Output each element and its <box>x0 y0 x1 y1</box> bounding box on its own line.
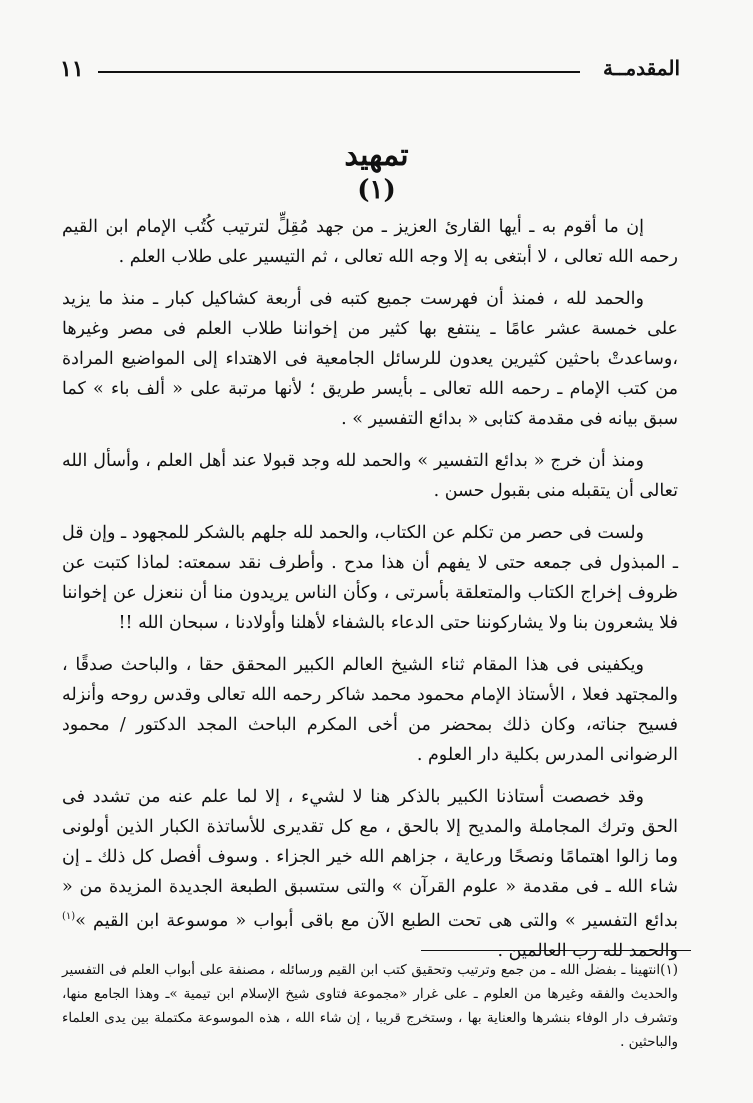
running-title: المقدمــة <box>603 56 680 80</box>
section-number: (١) <box>357 175 396 205</box>
header-rule <box>98 71 580 73</box>
section-title: تمهيد <box>344 138 409 173</box>
paragraph-2: والحمد لله ، فمنذ أن فهرست جميع كتبه فى أربعة كشاكيل كبار ـ منذ ما يزيد على خمسة عشر عامًا ـ ينتفع بها كثير من إخواننا طلاب العلم فى مصر وغيرها ،وساعدتْ باحثين كثيرين يعدون للرسائل الجامعية فى الاهتداء إلى المواضيع المرادة من كتب الإمام ـ رحمه الله تعالى ـ بأيسر طريق ؛ لأنها مرتبة على « ألف باء » كما سبق بيانه فى مقدمة كتابى « بدائع التفسير » . <box>62 289 678 429</box>
body-text <box>62 212 678 978</box>
footnotes <box>62 958 678 1054</box>
paragraph-6-text: وقد خصصت أستاذنا الكبير بالذكر هنا لا لشيء ، إلا لما علم عنه من تشدد فى الحق وترك المجاملة والمديح إلا بالحق ، مع كل تقديرى للأساتذة الكبار الذين أولونى وما زالوا اهتمامًا ونصحًا ورعاية ، جزاهم الله خير الجزاء . وسوف أفصل كل ذلك ـ إن شاء الله ـ فى مقدمة « علوم القرآن » والتى ستسبق الطبعة الجديدة المزيدة من « بدائع التفسير » والتى هى تحت الطبع الآن مع باقى أبواب « موسوعة ابن القيم » <box>62 787 678 931</box>
paragraph-5: ويكفينى فى هذا المقام ثناء الشيخ العالم الكبير المحقق حقا ، والباحث صدقًا ، والمجتهد فعلا ، الأستاذ الإمام محمود محمد شاكر رحمه الله تعالى وقدس روحه وأنزله فسيح جناته، وكان ذلك بمحضر من أخى المكرم الباحث المجد الدكتور / محمود الرضوانى المدرس بكلية دار العلوم . <box>62 655 678 765</box>
paragraph-1: إن ما أقوم به ـ أيها القارئ العزيز ـ من جهد مُقِلٍّ لترتيب كُتُب الإمام ابن القيم رحمه الله تعالى ، لا أبتغى به إلا وجه الله تعالى ، ثم التيسير على طلاب العلم . <box>62 217 678 267</box>
page-number: ١١ <box>60 56 84 82</box>
page-header <box>60 52 680 92</box>
footnote-marker: (١) <box>660 962 678 978</box>
paragraph-4: ولست فى حصر من تكلم عن الكتاب، والحمد لله جلهم بالشكر للمجهود ـ وإن قل ـ المبذول فى جمعه حتى لا يفهم أن هذا مدح . وأطرف نقد سمعته: لماذا كتبت عن ظروف إخراج الكتاب والمتعلقة بأسرتى ، وكأن الناس يريدون منا أن ننعزل عن إخواننا فلا يشعرون بنا ولا يشاركوننا حتى الدعاء بالشفاء لأهلنا وأولادنا ، سبحان الله !! <box>62 523 678 633</box>
paragraph-3: ومنذ أن خرج « بدائع التفسير » والحمد لله وجد قبولا عند أهل العلم ، وأسأل الله تعالى أن يتقبله منى بقبول حسن . <box>62 451 678 501</box>
footnote-text: انتهينا ـ بفضل الله ـ من جمع وترتيب وتحقيق كتب ابن القيم ورسائله ، مصنفة على أبواب العلم فى التفسير والحديث والفقه وغيرها من العلوم ـ على غرار «مجموعة فتاوى شيخ الإسلام ابن تيمية »ـ وهذا الجامع منها، وتشرف دار الوفاء بنشرها والعناية بها ، وستخرج قريبا ، إن شاء الله ، هذه الموسوعة مكتملة بين يدى العلماء والباحثين . <box>62 962 678 1050</box>
footnote-reference[interactable]: (١) <box>62 911 76 922</box>
footnote-rule <box>421 950 691 951</box>
paragraph-6 <box>62 782 678 966</box>
footnote-1 <box>62 958 678 1054</box>
paragraph-6-tail: والحمد لله رب العالمين . <box>497 940 678 961</box>
